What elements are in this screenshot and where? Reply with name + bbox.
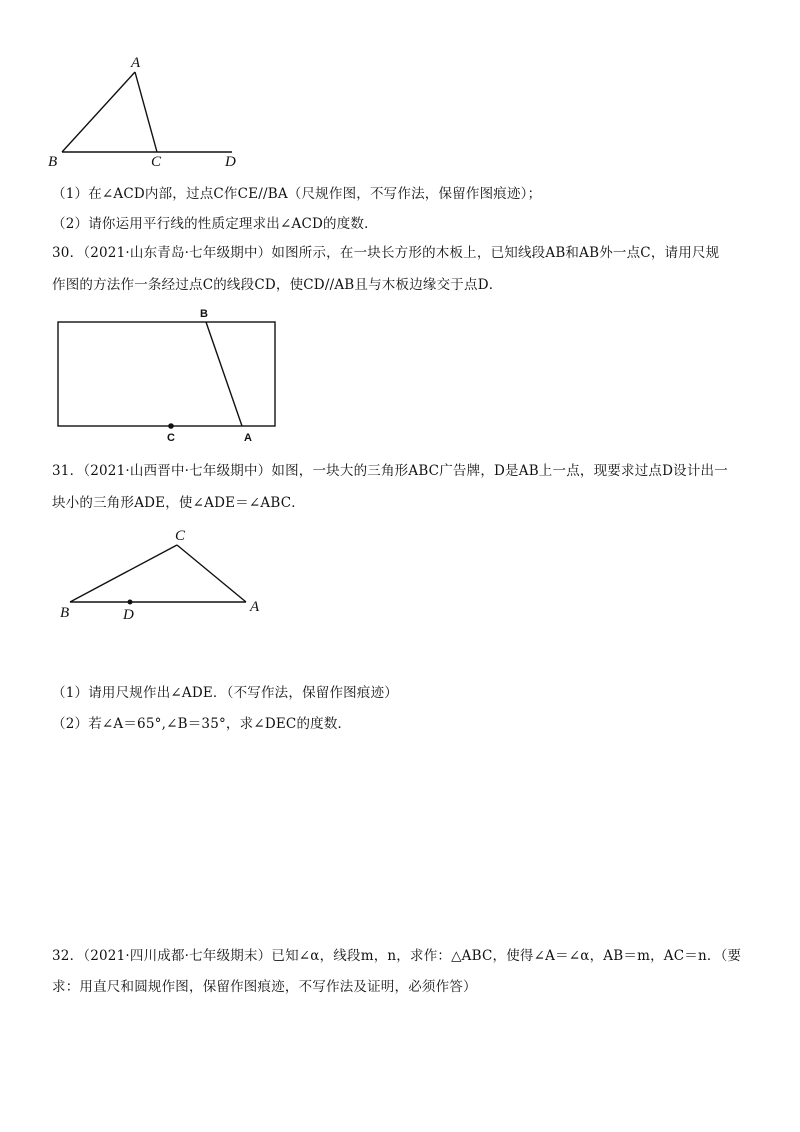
label-a: A <box>250 599 260 615</box>
segment-ca <box>177 545 246 602</box>
q30-line1: 30．（2021·山东青岛·七年级期中）如图所示，在一块长方形的木板上，已知线段AB和AB外一点C，请用尺规 <box>52 245 720 261</box>
q32-line2: 求：用直尺和圆规作图，保留作图痕迹，不写作法及证明，必须作答） <box>52 979 477 995</box>
label-a: A <box>244 432 252 444</box>
label-b: B <box>200 308 208 320</box>
label-b: B <box>48 154 58 170</box>
label-b: B <box>60 605 70 621</box>
label-c: C <box>175 528 186 544</box>
label-d: D <box>225 154 236 170</box>
q30-line2: 作图的方法作一条经过点C的线段CD，使CD//AB且与木板边缘交于点D． <box>52 277 503 293</box>
point-d <box>128 600 133 605</box>
q31-part1: （1）请用尺规作出∠ADE．（不写作法，保留作图痕迹） <box>52 685 398 701</box>
q31-part2: （2）若∠A＝65°,∠B＝35°，求∠DEC的度数． <box>52 716 352 732</box>
q31-line1: 31．（2021·山西晋中·七年级期中）如图，一块大的三角形ABC广告牌，D是AB上一点，现要求过点D设计出一 <box>52 463 728 479</box>
segment-bc <box>70 545 177 602</box>
q29-part1: （1）在∠ACD内部，过点C作CE//BA（尺规作图，不写作法，保留作图痕迹）； <box>52 186 542 202</box>
label-c: C <box>167 432 175 444</box>
label-c: C <box>151 154 162 170</box>
q29-part2: （2）请你运用平行线的性质定理求出∠ACD的度数． <box>52 216 378 232</box>
label-a: A <box>131 55 141 71</box>
q32-line1: 32．（2021·四川成都·七年级期末）已知∠α，线段m，n，求作：△ABC，使得∠A＝∠α，AB＝m，AC＝n．（要 <box>52 948 742 964</box>
q31-line2: 块小的三角形ADE，使∠ADE＝∠ABC． <box>52 495 305 511</box>
label-d: D <box>123 607 134 623</box>
